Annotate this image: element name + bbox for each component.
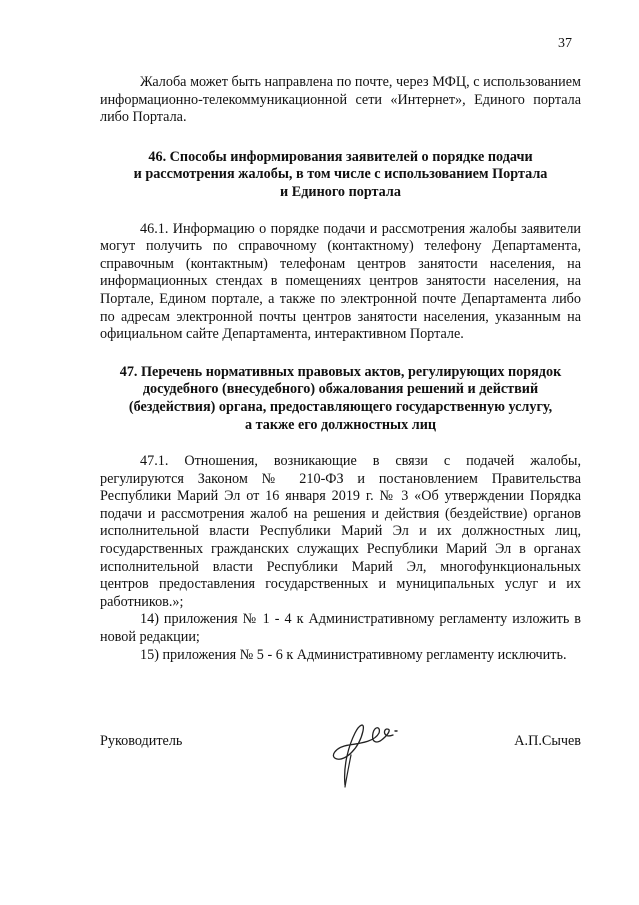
section-46-paragraph: 46.1. Информацию о порядке подачи и рассмотрения жалобы заявители могут получить по справочному (контактному) телефону Департамента, справочным (контактным) телефонам центров занятости населения, на информационных стендах в помещениях центров занятости населения, на Портале, Едином портале, а также по электронной почте Департамента либо по адресам электронной почты центров занятости населения, указанным на официальном сайте Департамента, интерактивном Портале.: [100, 220, 581, 343]
section-47-heading-line: досудебного (внесудебного) обжалования решений и действий: [142, 381, 539, 398]
page-number: 37: [558, 36, 572, 51]
document-body: [100, 74, 581, 664]
section-46-heading: [100, 149, 581, 202]
section-47-heading-line: (бездействия) органа, предоставляющего государственную услугу,: [128, 398, 553, 415]
section-47-heading-line: а также его должностных лиц: [244, 416, 437, 433]
section-46-heading-line: 46. Способы информирования заявителей о порядке подачи: [148, 148, 533, 165]
signer-name: А.П.Сычев: [514, 733, 581, 749]
section-47-paragraph: 47.1. Отношения, возникающие в связи с подачей жалобы, регулируются Законом № 210-ФЗ и постановлением Правительства Республики Марий Эл от 16 января 2019 г. № 3 «Об утверждении Порядка подачи и рассмотрения жалоб на решения и действия (бездействие) органов исполнительной власти Республики Марий Эл и их должностных лиц, государственных гражданских служащих Республики Марий Эл в органах исполнительной власти Республики Марий Эл, многофункциональных центров предоставления государственных и муниципальных услуг и их работников.»;: [100, 453, 581, 610]
handwritten-signature: [315, 715, 405, 795]
section-47-heading: [100, 364, 581, 434]
signer-title: Руководитель: [100, 733, 183, 749]
signature-block: [100, 733, 581, 803]
item-14: 14) приложения № 1 - 4 к Административному регламенту изложить в новой редакции;: [100, 611, 581, 646]
section-47-heading-line: 47. Перечень нормативных правовых актов, регулирующих порядок: [119, 363, 562, 380]
complaint-channels-paragraph: Жалоба может быть направлена по почте, через МФЦ, с использованием информационно-телекоммуникационной сети «Интернет», Единого портала либо Портала.: [100, 74, 581, 126]
section-46-heading-line: и Единого портала: [280, 183, 401, 200]
item-15: 15) приложения № 5 - 6 к Административному регламенту исключить.: [140, 646, 567, 663]
section-46-heading-line: и рассмотрения жалобы, в том числе с использованием Портала: [133, 166, 548, 183]
